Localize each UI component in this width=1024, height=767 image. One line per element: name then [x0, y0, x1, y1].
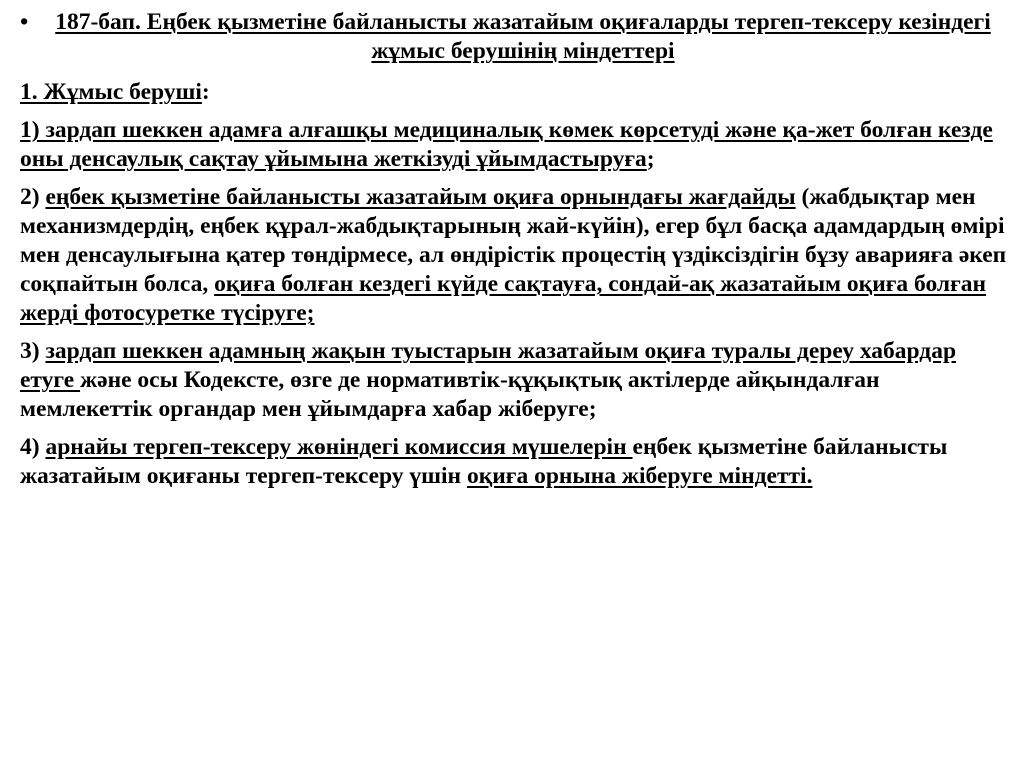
text-segment: 4) [20, 434, 46, 460]
text-segment: 3) [20, 338, 46, 364]
text-segment: : [201, 79, 210, 105]
clause-3-notify-relatives [20, 337, 1014, 424]
article-title: 187-бап. Еңбек қызметіне байланысты жазатайым оқиғаларды тергеп-тексеру кезіндегі жұмыс берушінің міндеттері [55, 9, 991, 64]
underlined-text: еңбек қызметіне байланысты жазатайым оқиға орнындағы жағдайды [45, 184, 796, 210]
underlined-text: арнайы тергеп-тексеру жөніндегі комиссия мүшелерін [45, 434, 633, 460]
underlined-text: 1) зардап шеккен адамға алғашқы медициналық көмек көрсетуді және қа-жет болған кезде оны денсаулық сақтау ұйымына жеткізуді ұйымдастыруға [20, 117, 993, 172]
underlined-text: зардап шеккен адамның жақын туыстарын жазатайым оқиға туралы дереу хабардар етуге [20, 338, 957, 393]
text-segment: (жабдықтар мен механизмдердің, еңбек құрал-жабдықтарының жай-күйін), егер бұл басқа адамдардың өмірі мен денсаулығына қатер төндірмесе, ал өндірістік процестің үздіксіздігін бұзу аварияға әкеп соқпайтын болса, [20, 184, 1007, 297]
article-body [20, 78, 1014, 491]
text-segment: еңбек қызметіне байланысты жазатайым оқиғаны тергеп-тексеру үшін [20, 434, 948, 489]
underlined-text: 1. Жұмыс беруші [20, 79, 202, 105]
underlined-text: оқиға орнына жіберуге міндетті. [466, 463, 813, 489]
article-heading [20, 8, 1014, 66]
clause-4-send-commission [20, 433, 1014, 491]
clause-1-first-aid [20, 116, 1014, 174]
clause-employer [20, 78, 1014, 107]
text-segment: 2) [20, 184, 46, 210]
clause-2-preserve-scene [20, 183, 1014, 328]
underlined-text: оқиға болған кездегі күйде сақтауға, сондай-ақ жазатайым оқиға болған жерді фотосуретке түсіруге; [20, 271, 987, 326]
text-segment: және осы Кодексте, өзге де нормативтік-құқықтық актілерде айқындалған мемлекеттік органдар мен ұйымдарға хабар жіберуге; [20, 367, 880, 422]
bullet-icon: • [20, 9, 29, 35]
text-segment: ; [646, 146, 655, 172]
